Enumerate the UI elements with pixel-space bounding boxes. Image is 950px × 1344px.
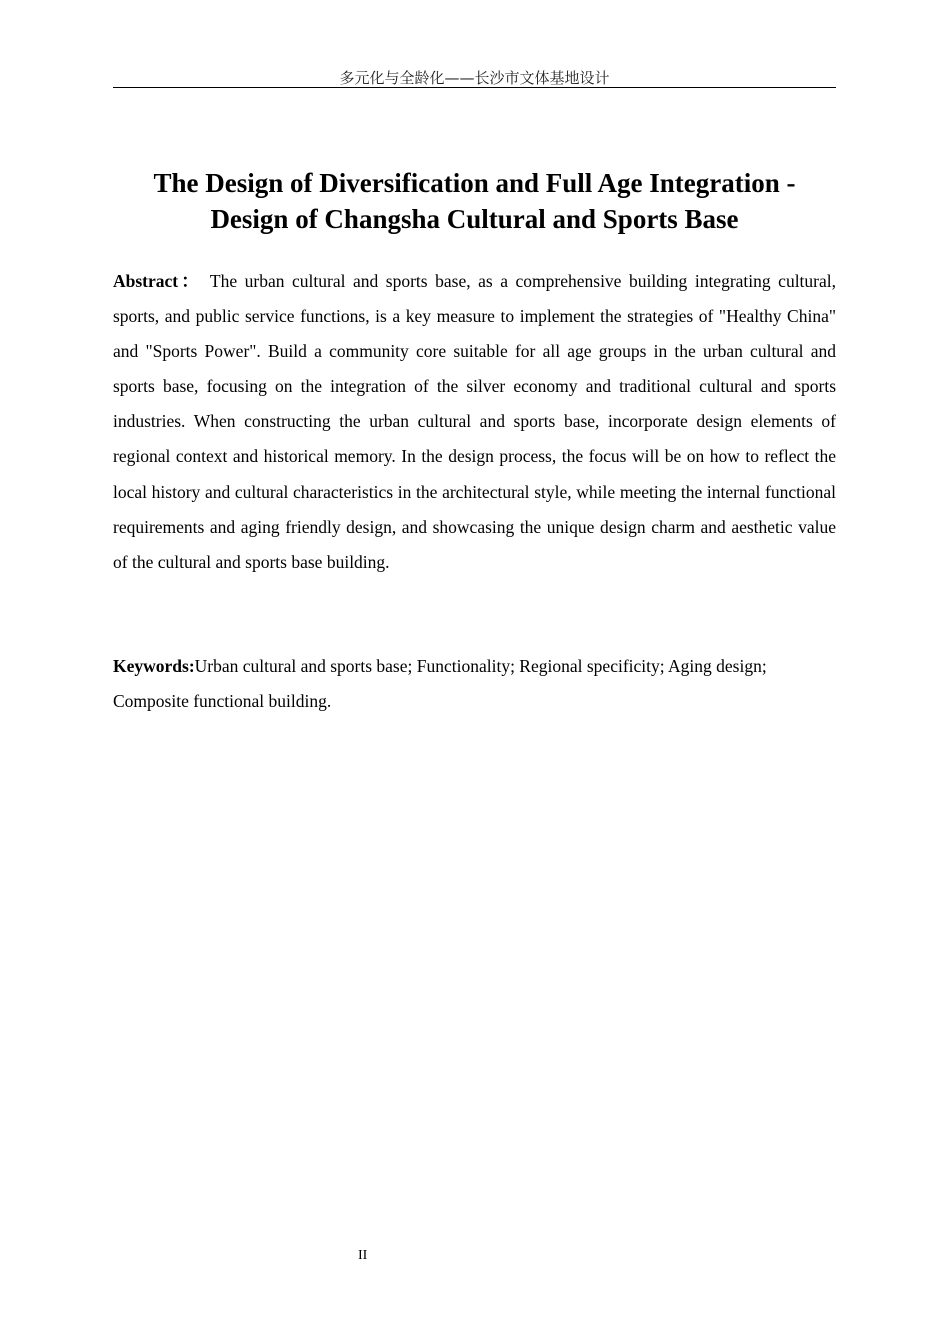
running-header: 多元化与全龄化——长沙市文体基地设计: [339, 69, 610, 87]
page-number: II: [358, 1248, 368, 1263]
keywords-text: Urban cultural and sports base; Functionality; Regional specificity; Aging design; Composite functional building.: [113, 656, 767, 712]
abstract-label: Abstract：: [113, 271, 202, 291]
document-title: [113, 165, 836, 237]
header-rule: [113, 87, 836, 88]
abstract-text: The urban cultural and sports base, as a comprehensive building integrating cultural, sports, and public service functions, is a key measure to implement the strategies of "Healthy China" and "Sports Power". Build a community core suitable for all age groups in the urban cultural and sports base, focusing on the integration of the silver economy and traditional cultural and sports industries. When constructing the urban cultural and sports base, incorporate design elements of regional context and historical memory. In the design process, the focus will be on how to reflect the local history and cultural characteristics in the architectural style, while meeting the internal functional requirements and aging friendly design, and showcasing the unique design charm and aesthetic value of the cultural and sports base building.: [113, 271, 836, 572]
keywords-label: Keywords:: [113, 656, 195, 676]
title-line-1: The Design of Diversification and Full Age Integration -: [153, 168, 796, 198]
abstract-paragraph: [113, 264, 836, 580]
title-line-2: Design of Changsha Cultural and Sports Base: [210, 204, 739, 234]
keywords-paragraph: [113, 649, 836, 719]
